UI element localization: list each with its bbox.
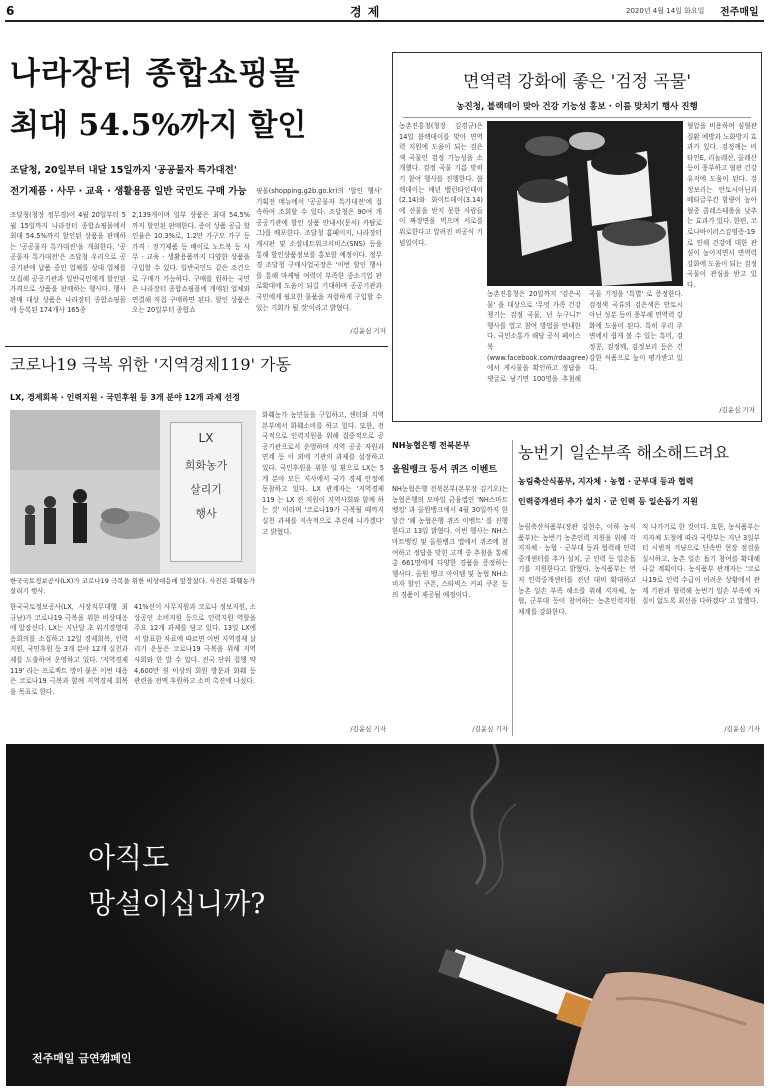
subheadline: LX, 경제회복 · 인력지원 · 국민후원 등 3개 분야 12개 과제 선정	[10, 393, 241, 402]
no-smoking-ad	[6, 744, 764, 1086]
byline: /김윤심 기자	[472, 725, 508, 733]
sign-line-1: LX	[198, 431, 214, 445]
headline-line1: 나라장터 종합쇼핑몰	[10, 56, 301, 92]
photo-caption: 한국국토정보공사(LX)가 코로나19 극복을 위한 비상대응에 앞장섰다. 사진은 화훼농가 살리기 행사.	[10, 577, 256, 595]
section-name: 경 제	[350, 5, 381, 19]
headline: 코로나19 극복 위한 '지역경제119' 가동	[10, 355, 291, 374]
article-column-mid: 농촌진흥청은 20일까지 '검은곡물' 을 대상으로 '무엇 가족 건강 챙기는 검정 곡물, 넌 누구니?' 행사를 열고 참여 방법을 안내한다. 국민소통가 해당 공식 페이스북(www.facebook.com/rdaagree)에서 게시물을 확인하고 정답을 댓글로 남기면 100명을 추첨해 곡물 기정을 '특별' 로 증정한다. 검정색 곡류의 검은색은 안토시아닌 성분 등이 풍부해 면역력 강화에 도움이 된다. 특히 우리 주변에서 쉽게 볼 수 있는 흑미, 검정콩, 검정깨, 검정보리 등은 건강한 식품으로 높이 평가받고 있다.	[487, 290, 683, 383]
article-column-1: 조달청(청장 정무경)이 4월 20일부터 5월 15일까지 나라장터 종합쇼핑몰에서 최대 54.5%까지 할인된 상품을 판매하는 '공공물자 특가대전'을 개최한다. '공공물자 특가대전'은 조달청 우리으로 공공기관에 납품 중인 업체를 상대 업체를 모집해 공공기관과 일반국민에게 할인된 가격으로 상품을 판매하는 행사다. 행사 판매 대상 상품은 나라장터 종합쇼핑몰에 등록된 174개사 165종	[10, 211, 126, 315]
event-sign	[170, 422, 242, 562]
subheadline-2: 인력중개센터 추가 설치 · 군 인력 등 일손돕기 지원	[518, 497, 698, 506]
subheadline-1: 농림축산식품부, 지자체 · 농협 · 군부대 등과 협력	[518, 477, 694, 486]
event-photo	[10, 410, 256, 574]
ad-line-1: 아직도	[88, 841, 170, 874]
headline: 농번기 일손부족 해소해드려요	[518, 443, 730, 462]
article-column-left: 농촌진흥청(청장 김경규)은 14일 블랙데이를 맞아 면역력 지원에 도움이 되는 검은색 곡물인 검정 기능성을 소개했다. 검정 곡물 기름 맞히기 참여 행사를 진행한다. 블랙데이는 매년 밸런타인데이(2.14)와 화이트데이(3.14)에 선물을 받지 못한 사람들이 짜장면을 먹으며 서로를 위로한다고 알려진 비공식 기념일이다.	[399, 122, 483, 247]
ad-footer: 전주매일 금연캠페인	[32, 1052, 132, 1065]
article-body: NH농협은행 전북본부(본부장 김기오)는 농협은행의 모바일 금융앱인 'NH스마트뱅킹' 과 올원뱅크에서 4월 30일까지 한달간 '왜 농협은행 퀴즈 이벤트' 를 진행한다고 13일 밝혔다. 이번 행사는 NH스마트뱅킹 및 올원뱅크 앱에서 퀴즈에 참여하고 정답을 맞힌 고객 중 추첨을 통해 총 661명에게 다양한 경품을 증정하는 행사다. 올원 뱅크 아이템 및 농협 NH소비자 할인 쿠폰, 스타벅스 커피 쿠폰 등의 경품이 제공될 예정이다.	[392, 485, 508, 599]
grain-bowls-image	[487, 121, 683, 286]
sign-line-3: 살리기	[190, 483, 222, 496]
byline: /김윤심 기자	[350, 725, 386, 733]
article-black-grains	[392, 52, 762, 422]
page-number: 6	[6, 4, 15, 18]
headline-line2: 최대 54.5%까지 할인	[10, 108, 307, 143]
byline: /김윤심 기자	[719, 406, 755, 414]
issue-date: 2020년 4월 14일 화요일	[626, 7, 705, 15]
sign-line-2: 희화농가	[184, 459, 228, 472]
article-farm-labor	[516, 440, 764, 740]
separator	[5, 346, 388, 347]
column-divider	[512, 440, 513, 736]
grain-photo	[487, 121, 683, 286]
byline: /김윤심 기자	[350, 327, 386, 335]
byline: /김윤심 기자	[724, 725, 760, 733]
article-column-3: 핑몰(shopping.g2b.go.kr)의 '할인 행사' 기획전 메뉴에서 '공공물자 특가대전'에 접속하여 조회할 수 있다. 조달청은 90여 개 공공기관에 할인 상품 안내서(문서) 카탈로그)를 배포한다. 조달청 홈페이지, 나라장터 게시판 및 소셜네트워크서비스(SNS) 등을 통해 할인상품정보를 홍보할 예정이다. 정무경 조달청 구매사업국장은 '이번 할인 행사를 통해 마케팅 여력이 부족한 중소기업 판로확대에 도움이 되길 기대하며 공공기관과 국민에게 필요한 물품을 저렴하게 구입할 수 있는 기회가 될 것'이라고 밝혔다.	[256, 187, 382, 312]
subheadline: 농진청, 블랙데이 맞아 건강 기능성 홍보 · 이름 맞치기 행사 진행	[456, 102, 698, 112]
article-column-3: 화훼농가 농민들을 구입하고, 센터와 지역본부에서 화훼소비를 하고 있다. 또한, 전국적으로 인력지원을 위해 집중적으로 공공기관으로서 운영하며 지역 공공 자원과 연계 등 이 외에 기관의 과제를 설정하고 있다. 국민후원을 위한 일 환으로 LX는 5개 분야 모든 지사에서 국가 경제 안정에 동참하고 있다. LX 관계자는 '지역경제 119 는 LX 전 직원이 지역사회와 함께 하는 것' 이라며 '코로나19가 극복될 때까지 실천 과제를 지속적으로 추진해 나가겠다' 고 밝혔다.	[262, 411, 384, 536]
paper-name: 전주매일	[720, 7, 759, 18]
article-column-2: 2,139개이며 일부 상품은 최대 54.5%까지 할인된 판매한다. 종이 상품 공급 할인율은 10.3%로, 1.2만 가구모 가구 등 가격 · 전기제품 등 배이로 노트북 등 사무 · 교육 · 생활용품까지 다양한 상품을 구입할 수 있다. 일반국민도 같은 조건으로 구매가 가능하다. 구매를 원하는 국민은 나라장터 종합쇼핑몰에 개에된 업체와 연결해 직접 구매하면 된다. 할인 상품은 오는 20일부터 종합쇼	[132, 211, 250, 315]
headline: 올원뱅크 등서 퀴즈 이벤트	[392, 465, 498, 475]
subheadline-1: 조달청, 20일부터 내달 15일까지 '공공물자 특가대전'	[10, 165, 237, 176]
divider	[403, 117, 751, 118]
article-procurement	[8, 48, 388, 343]
page-header	[0, 0, 769, 22]
label: NH농협은행 전북본부	[392, 441, 470, 450]
subheadline-2: 전기제품 · 사무 · 교육 · 생활용품 일반 국민도 구매 가능	[10, 186, 247, 197]
article-column-1: 한국국토정보공사(LX, 사장직무대행 최규남)가 코로나19 극복을 위한 비상대응에 앞장선다. LX는 지난달 초 위기경영대응회의를 소집하고 12일 경제회복, 인력지원, 국민후원 등 3개 분야 12개 실천과제를 도출하여 운영하고 있다. '지역경제 119' 라는 프로젝트 명이 붙은 이번 대응은 코로나19 극복과 함께 지역경제 회복을 목표로 한다.	[10, 603, 128, 696]
article-lx	[8, 350, 388, 736]
article-column-2: 직 나가기로 한 것이다. 또한, 농식품부는 지자체 도청에 따라 국방부는 지난 3일부터 시범적 겨냥으로 단속반 현장 점검을 실시하고, 농촌 일손 돕기 참여를 확대해 나갈 계획이다. 농식품부 관계자는 '코로나19로 인력 수급이 어려운 상황에서 관계 기관과 협력해 농번기 일손 부족에 차질이 없도록 최선을 다하겠다' 고 말했다.	[642, 523, 760, 606]
headline: 면역력 강화에 좋은 '검정 곡물'	[462, 72, 692, 92]
article-column-1: 농림축산식품부(장관 김현수, 이하 농식품부)는 농번기 농촌인력 지원을 위해 각 지자체 · 농협 · 군부대 등과 협력해 인력중개센터를 추가 설치, 군 인력 등 일손돕기를 지원한다고 밝혔다. 농식품부는 먼저 인력중개센터를 전년 대비 확대하고 농촌 일손 부족 해소를 위해 지자체, 농협, 군부대 등이 참여하는 농촌인력지원 체계를 강화한다.	[518, 523, 636, 616]
sign-line-4: 행사	[195, 507, 217, 520]
article-nh-bank	[392, 440, 510, 740]
header-rule	[5, 20, 764, 22]
article-column-right: 혈압을 비용하며 심혈관 질환 예방과 노화방지 효과가 있다. 검정깨는 비타민E, 리놀레산, 올레산 등이 풍부하고 혈관 건강 유지에 도움이 된다. 검정보리는 안토시아닌과 베타글루칸 함량이 높아 혈중 콜레스테롤을 낮추는 효과가 있다. 한편, 코로나바이러스감염증-19로 인해 건강에 대한 관심이 높아지면서 면역력 강화에 도움이 되는 검정 곡물이 관심을 받고 있다.	[687, 122, 757, 289]
article-column-2: 41%선이 사무지원과 코로나 정보지원, 소상공인 소비지원 등으로 인력지원 역할을 주요 12개 과제를 담고 있다. 13일 LX에서 발표한 자료에 따르면 이번 지역경제 살리기 운동은 코로나19 극복을 위해 지역 사회와 한 발 수 있다. 전국 단위 집행 약 4,600만 원 이상의 회원 방문과 화훼 등 관련을 전액 후원하고 소비 촉진에 나섰다.	[134, 603, 256, 686]
ad-line-2: 망설이십니까?	[88, 887, 266, 920]
